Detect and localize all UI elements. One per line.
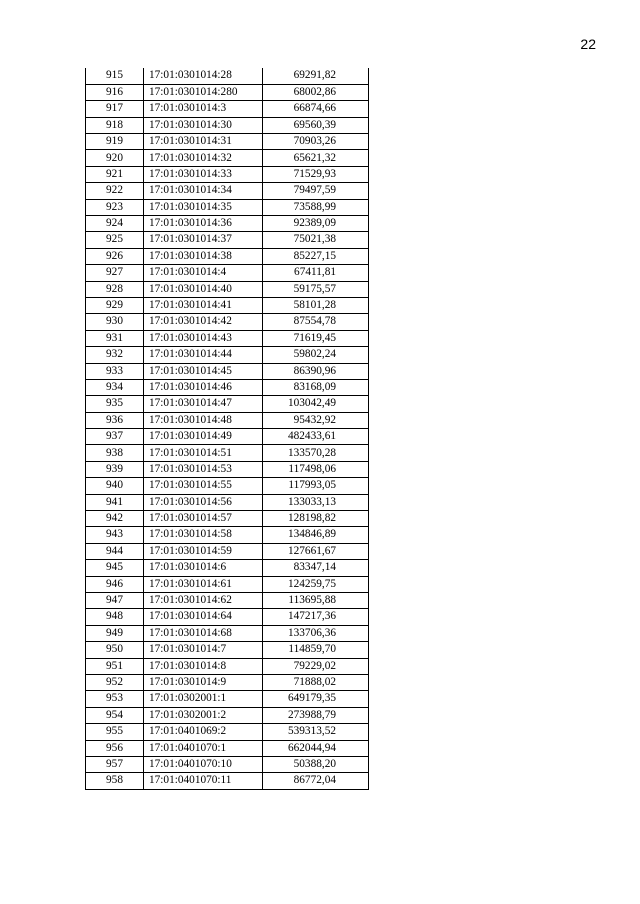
row-number-cell: 947 [86, 593, 144, 609]
cadastral-number-cell: 17:01:0301014:44 [144, 347, 263, 363]
cadastral-value-table [85, 68, 369, 790]
cadastral-number-cell: 17:01:0301014:57 [144, 511, 263, 527]
cadastral-number-cell: 17:01:0301014:28 [144, 68, 263, 84]
table-row [86, 593, 369, 609]
table-row [86, 68, 369, 84]
row-number-cell: 953 [86, 691, 144, 707]
value-cell: 69560,39 [263, 117, 369, 133]
table-row [86, 412, 369, 428]
value-cell: 68002,86 [263, 84, 369, 100]
cadastral-number-cell: 17:01:0301014:55 [144, 478, 263, 494]
table-row [86, 199, 369, 215]
cadastral-number-cell: 17:01:0301014:9 [144, 674, 263, 690]
row-number-cell: 957 [86, 756, 144, 772]
value-cell: 86390,96 [263, 363, 369, 379]
cadastral-number-cell: 17:01:0301014:37 [144, 232, 263, 248]
row-number-cell: 946 [86, 576, 144, 592]
cadastral-number-cell: 17:01:0301014:30 [144, 117, 263, 133]
row-number-cell: 941 [86, 494, 144, 510]
row-number-cell: 950 [86, 642, 144, 658]
row-number-cell: 949 [86, 625, 144, 641]
value-cell: 65621,32 [263, 150, 369, 166]
row-number-cell: 939 [86, 461, 144, 477]
value-cell: 59175,57 [263, 281, 369, 297]
row-number-cell: 956 [86, 740, 144, 756]
row-number-cell: 948 [86, 609, 144, 625]
row-number-cell: 929 [86, 297, 144, 313]
value-cell: 92389,09 [263, 216, 369, 232]
cadastral-number-cell: 17:01:0301014:3 [144, 101, 263, 117]
value-cell: 95432,92 [263, 412, 369, 428]
value-cell: 482433,61 [263, 429, 369, 445]
table-row [86, 478, 369, 494]
table-row [86, 625, 369, 641]
cadastral-number-cell: 17:01:0301014:46 [144, 379, 263, 395]
table-row [86, 101, 369, 117]
data-table-container [85, 68, 369, 790]
table-row [86, 756, 369, 772]
row-number-cell: 945 [86, 560, 144, 576]
cadastral-number-cell: 17:01:0401070:10 [144, 756, 263, 772]
value-cell: 134846,89 [263, 527, 369, 543]
table-row [86, 396, 369, 412]
value-cell: 66874,66 [263, 101, 369, 117]
value-cell: 79497,59 [263, 183, 369, 199]
row-number-cell: 936 [86, 412, 144, 428]
value-cell: 70903,26 [263, 134, 369, 150]
table-row [86, 84, 369, 100]
row-number-cell: 927 [86, 265, 144, 281]
table-row [86, 740, 369, 756]
table-row [86, 379, 369, 395]
row-number-cell: 917 [86, 101, 144, 117]
cadastral-number-cell: 17:01:0301014:45 [144, 363, 263, 379]
value-cell: 113695,88 [263, 593, 369, 609]
value-cell: 83168,09 [263, 379, 369, 395]
table-row [86, 232, 369, 248]
cadastral-number-cell: 17:01:0301014:48 [144, 412, 263, 428]
cadastral-number-cell: 17:01:0301014:58 [144, 527, 263, 543]
table-row [86, 707, 369, 723]
row-number-cell: 955 [86, 724, 144, 740]
cadastral-number-cell: 17:01:0301014:51 [144, 445, 263, 461]
row-number-cell: 930 [86, 314, 144, 330]
value-cell: 86772,04 [263, 773, 369, 789]
value-cell: 71529,93 [263, 166, 369, 182]
cadastral-number-cell: 17:01:0301014:4 [144, 265, 263, 281]
value-cell: 114859,70 [263, 642, 369, 658]
row-number-cell: 951 [86, 658, 144, 674]
row-number-cell: 943 [86, 527, 144, 543]
table-row [86, 691, 369, 707]
value-cell: 133570,28 [263, 445, 369, 461]
table-row [86, 445, 369, 461]
table-row [86, 347, 369, 363]
table-row [86, 674, 369, 690]
row-number-cell: 944 [86, 543, 144, 559]
table-row [86, 248, 369, 264]
row-number-cell: 922 [86, 183, 144, 199]
table-row [86, 281, 369, 297]
table-row [86, 429, 369, 445]
table-row [86, 117, 369, 133]
row-number-cell: 915 [86, 68, 144, 84]
value-cell: 124259,75 [263, 576, 369, 592]
row-number-cell: 938 [86, 445, 144, 461]
row-number-cell: 931 [86, 330, 144, 346]
cadastral-number-cell: 17:01:0301014:59 [144, 543, 263, 559]
value-cell: 71888,02 [263, 674, 369, 690]
row-number-cell: 928 [86, 281, 144, 297]
value-cell: 58101,28 [263, 297, 369, 313]
cadastral-number-cell: 17:01:0301014:31 [144, 134, 263, 150]
table-row [86, 658, 369, 674]
cadastral-number-cell: 17:01:0301014:42 [144, 314, 263, 330]
row-number-cell: 954 [86, 707, 144, 723]
cadastral-number-cell: 17:01:0302001:2 [144, 707, 263, 723]
cadastral-number-cell: 17:01:0301014:38 [144, 248, 263, 264]
table-body [86, 68, 369, 789]
table-row [86, 134, 369, 150]
cadastral-number-cell: 17:01:0401069:2 [144, 724, 263, 740]
value-cell: 69291,82 [263, 68, 369, 84]
row-number-cell: 918 [86, 117, 144, 133]
cadastral-number-cell: 17:01:0301014:56 [144, 494, 263, 510]
value-cell: 117498,06 [263, 461, 369, 477]
cadastral-number-cell: 17:01:0301014:6 [144, 560, 263, 576]
cadastral-number-cell: 17:01:0301014:49 [144, 429, 263, 445]
table-row [86, 183, 369, 199]
table-row [86, 494, 369, 510]
value-cell: 133033,13 [263, 494, 369, 510]
table-row [86, 576, 369, 592]
table-row [86, 642, 369, 658]
table-row [86, 543, 369, 559]
cadastral-number-cell: 17:01:0301014:35 [144, 199, 263, 215]
value-cell: 87554,78 [263, 314, 369, 330]
table-row [86, 166, 369, 182]
row-number-cell: 935 [86, 396, 144, 412]
value-cell: 73588,99 [263, 199, 369, 215]
row-number-cell: 942 [86, 511, 144, 527]
row-number-cell: 952 [86, 674, 144, 690]
row-number-cell: 958 [86, 773, 144, 789]
value-cell: 83347,14 [263, 560, 369, 576]
cadastral-number-cell: 17:01:0301014:32 [144, 150, 263, 166]
value-cell: 117993,05 [263, 478, 369, 494]
table-row [86, 363, 369, 379]
value-cell: 103042,49 [263, 396, 369, 412]
value-cell: 147217,36 [263, 609, 369, 625]
table-row [86, 314, 369, 330]
cadastral-number-cell: 17:01:0301014:68 [144, 625, 263, 641]
cadastral-number-cell: 17:01:0301014:40 [144, 281, 263, 297]
table-row [86, 560, 369, 576]
page-number: 22 [580, 36, 596, 52]
row-number-cell: 916 [86, 84, 144, 100]
table-row [86, 773, 369, 789]
row-number-cell: 925 [86, 232, 144, 248]
value-cell: 649179,35 [263, 691, 369, 707]
table-row [86, 527, 369, 543]
row-number-cell: 919 [86, 134, 144, 150]
value-cell: 67411,81 [263, 265, 369, 281]
cadastral-number-cell: 17:01:0301014:41 [144, 297, 263, 313]
cadastral-number-cell: 17:01:0301014:33 [144, 166, 263, 182]
table-row [86, 511, 369, 527]
table-row [86, 609, 369, 625]
cadastral-number-cell: 17:01:0301014:280 [144, 84, 263, 100]
table-row [86, 461, 369, 477]
value-cell: 85227,15 [263, 248, 369, 264]
cadastral-number-cell: 17:01:0301014:62 [144, 593, 263, 609]
table-row [86, 216, 369, 232]
cadastral-number-cell: 17:01:0301014:7 [144, 642, 263, 658]
cadastral-number-cell: 17:01:0301014:64 [144, 609, 263, 625]
cadastral-number-cell: 17:01:0401070:1 [144, 740, 263, 756]
cadastral-number-cell: 17:01:0302001:1 [144, 691, 263, 707]
cadastral-number-cell: 17:01:0301014:34 [144, 183, 263, 199]
cadastral-number-cell: 17:01:0301014:8 [144, 658, 263, 674]
cadastral-number-cell: 17:01:0301014:36 [144, 216, 263, 232]
cadastral-number-cell: 17:01:0301014:47 [144, 396, 263, 412]
row-number-cell: 934 [86, 379, 144, 395]
cadastral-number-cell: 17:01:0301014:53 [144, 461, 263, 477]
row-number-cell: 924 [86, 216, 144, 232]
value-cell: 50388,20 [263, 756, 369, 772]
row-number-cell: 933 [86, 363, 144, 379]
value-cell: 75021,38 [263, 232, 369, 248]
row-number-cell: 923 [86, 199, 144, 215]
row-number-cell: 940 [86, 478, 144, 494]
value-cell: 127661,67 [263, 543, 369, 559]
value-cell: 662044,94 [263, 740, 369, 756]
table-row [86, 297, 369, 313]
row-number-cell: 921 [86, 166, 144, 182]
value-cell: 71619,45 [263, 330, 369, 346]
value-cell: 273988,79 [263, 707, 369, 723]
value-cell: 128198,82 [263, 511, 369, 527]
row-number-cell: 932 [86, 347, 144, 363]
value-cell: 133706,36 [263, 625, 369, 641]
row-number-cell: 937 [86, 429, 144, 445]
value-cell: 59802,24 [263, 347, 369, 363]
table-row [86, 330, 369, 346]
cadastral-number-cell: 17:01:0301014:43 [144, 330, 263, 346]
value-cell: 79229,02 [263, 658, 369, 674]
table-row [86, 150, 369, 166]
row-number-cell: 920 [86, 150, 144, 166]
cadastral-number-cell: 17:01:0401070:11 [144, 773, 263, 789]
cadastral-number-cell: 17:01:0301014:61 [144, 576, 263, 592]
table-row [86, 265, 369, 281]
value-cell: 539313,52 [263, 724, 369, 740]
table-row [86, 724, 369, 740]
row-number-cell: 926 [86, 248, 144, 264]
